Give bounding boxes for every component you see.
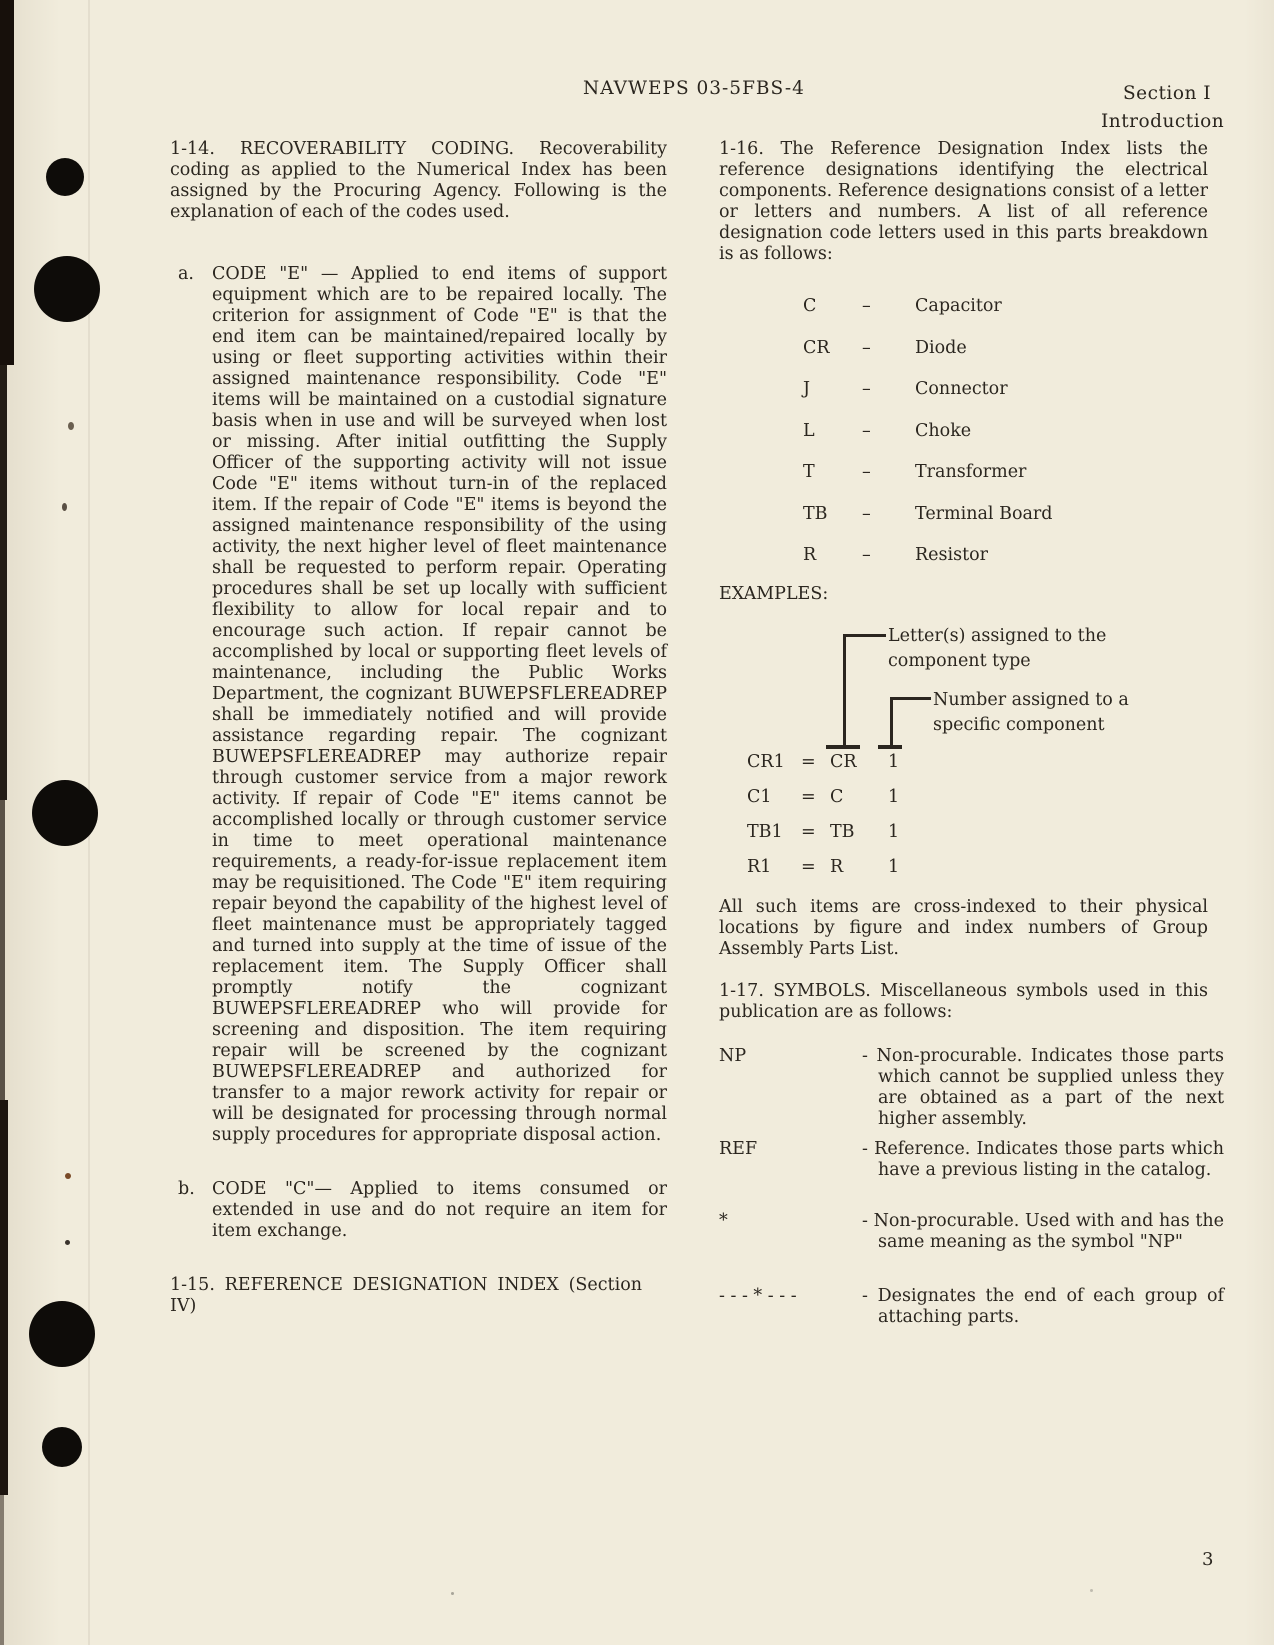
ref-letter: T bbox=[803, 462, 815, 482]
symbol-description: - Non-procurable. Indicates those parts which cannot be supplied unless they are obtained as a part of the next higher assembly. bbox=[862, 1046, 1224, 1129]
ref-name: Choke bbox=[915, 420, 972, 441]
dash-glyph: – bbox=[862, 379, 871, 399]
paragraph-cross-index: All such items are cross-indexed to their physical locations by figure and index numbers of Group Assembly Parts List. bbox=[719, 897, 1208, 959]
ref-designation-row bbox=[719, 504, 1208, 525]
symbol-description: - Reference. Indicates those parts which have a previous listing in the catalog. bbox=[862, 1139, 1224, 1180]
example-row bbox=[719, 787, 1208, 808]
paragraph-1-17: 1-17. SYMBOLS. Miscellaneous symbols used in this publication are as follows: bbox=[719, 981, 1208, 1022]
ref-letter: TB bbox=[803, 503, 828, 524]
ref-letter: L bbox=[803, 420, 815, 441]
symbol-description: - Non-procurable. Used with and has the same meaning as the symbol "NP" bbox=[862, 1211, 1224, 1252]
symbol-description: - Designates the end of each group of attaching parts. bbox=[862, 1286, 1224, 1327]
equals-glyph: = bbox=[801, 822, 816, 842]
paper-speck bbox=[451, 1592, 454, 1595]
dash-glyph: – bbox=[862, 337, 871, 358]
paper-speck bbox=[1090, 1589, 1093, 1592]
example-letters: C bbox=[830, 787, 844, 807]
example-number: 1 bbox=[888, 752, 900, 772]
item-a-text: CODE "E" — Applied to end items of support equipment which are to be repaired locally. The criterion for assignment of Code "E" is that the end item can be maintained/repaired locally by using or fleet supporting activities within their assigned maintenance responsibility. Code "E" items will be maintained on a custodial signature basis when in use and will be surveyed when lost or missing. After initial outfitting the Supply Officer of the supporting activity will not issue Code "E" items without turn-in of the replaced item. If the repair of Code "E" items is beyond the assigned maintenance responsibility of the using activity, the next higher level of fleet maintenance shall be requested to perform repair. Operating procedures shall be set up locally with sufficient flexibility to allow for local repair and to encourage such action. If repair cannot be accomplished by local or supporting fleet levels of maintenance, including the Public Works Department, the cognizant BUWEPSFLEREADREP shall be immediately notified and will provide assistance regarding repair. The cognizant BUWEPSFLEREADREP may authorize repair through customer service from a major rework activity. If repair of Code "E" items cannot be accomplished locally or through customer service in time to meet operational maintenance requirements, a ready-for-issue replacement item may be requisitioned. The Code "E" item requiring repair beyond the capability of the highest level of fleet maintenance must be appropriately tagged and turned into supply at the time of issue of the replacement item. The Supply Officer shall promptly notify the cognizant BUWEPSFLEREADREP who will provide for screening and disposition. The item requiring repair will be screened by the cognizant BUWEPSFLEREADREP and authorized for transfer to a major rework activity for repair or will be designated for processing through normal supply procedures for appropriate disposal action. bbox=[212, 264, 667, 1145]
page-edge-strip bbox=[0, 365, 7, 800]
binder-dot bbox=[46, 158, 84, 196]
example-number: 1 bbox=[888, 787, 900, 807]
ref-designation-row bbox=[719, 462, 1208, 483]
ref-designation-row bbox=[719, 379, 1208, 400]
section-subtitle: Introduction bbox=[1101, 111, 1225, 132]
page-edge-strip bbox=[0, 1495, 4, 1645]
ref-name: Resistor bbox=[915, 545, 989, 565]
symbol-entry-ref bbox=[719, 1139, 1224, 1181]
equals-glyph: = bbox=[801, 857, 816, 877]
overbar-letters bbox=[826, 745, 860, 749]
binder-dot bbox=[29, 1301, 95, 1367]
example-id: R1 bbox=[747, 857, 772, 877]
callout-line-vertical-number bbox=[890, 697, 893, 748]
ref-name: Terminal Board bbox=[915, 503, 1053, 524]
ref-designation-row bbox=[719, 296, 1208, 317]
paragraph-1-14: 1-14. RECOVERABILITY CODING. Recoverability coding as applied to the Numerical Index has been assigned by the Procuring Agency. Following is the explanation of each of the codes used. bbox=[170, 139, 667, 222]
dash-glyph: – bbox=[862, 545, 871, 565]
paper-speck bbox=[68, 422, 74, 430]
ref-name: Capacitor bbox=[915, 296, 1002, 316]
code-e-item bbox=[178, 264, 667, 1146]
binder-dot bbox=[32, 780, 98, 846]
example-number: 1 bbox=[888, 822, 900, 842]
paper-speck bbox=[65, 1240, 70, 1245]
symbol-entry-np bbox=[719, 1046, 1224, 1130]
symbol-entry-asterisk bbox=[719, 1211, 1224, 1253]
ref-letter: C bbox=[803, 296, 817, 316]
example-rows bbox=[719, 752, 1208, 892]
page-edge-strip bbox=[0, 800, 5, 1100]
example-letters: R bbox=[830, 857, 844, 877]
binder-dot bbox=[42, 1427, 82, 1467]
page-number: 3 bbox=[1202, 1549, 1214, 1570]
example-letters: TB bbox=[830, 822, 855, 842]
ref-designation-row bbox=[719, 421, 1208, 442]
equals-glyph: = bbox=[801, 752, 816, 772]
symbol-code: - - - * - - - bbox=[719, 1286, 797, 1306]
ref-letter: R bbox=[803, 545, 817, 565]
document-number: NAVWEPS 03-5FBS-4 bbox=[583, 78, 805, 99]
symbol-code: * bbox=[719, 1211, 728, 1231]
ref-letter: CR bbox=[803, 337, 830, 358]
example-letters: CR bbox=[830, 752, 857, 772]
symbol-code: REF bbox=[719, 1139, 758, 1159]
paragraph-1-16: 1-16. The Reference Designation Index lists the reference designations identifying the electrical components. Reference designations consist of a letter or letters and numbers. A list of all reference designation code letters used in this parts breakdown is as follows: bbox=[719, 139, 1208, 264]
example-number: 1 bbox=[888, 857, 900, 877]
example-row bbox=[719, 857, 1208, 878]
example-id: C1 bbox=[747, 787, 772, 807]
section-label: Section I bbox=[1123, 83, 1212, 104]
page-edge-strip bbox=[0, 1100, 8, 1495]
ref-letter: J bbox=[803, 379, 811, 399]
code-c-item bbox=[178, 1179, 667, 1242]
item-a-marker: a. bbox=[178, 264, 194, 284]
ref-name: Diode bbox=[915, 337, 967, 358]
overbar-number bbox=[878, 745, 902, 749]
paragraph-1-15: 1-15. REFERENCE DESIGNATION INDEX (Section IV) bbox=[170, 1275, 642, 1316]
dash-glyph: – bbox=[862, 296, 871, 316]
callout-letters-label: Letter(s) assigned to the component type bbox=[888, 626, 1107, 671]
example-id: TB1 bbox=[747, 822, 783, 842]
item-b-text: CODE "C"— Applied to items consumed or extended in use and do not require an item for item exchange. bbox=[212, 1179, 667, 1241]
ref-name: Connector bbox=[915, 379, 1008, 399]
ref-designation-row bbox=[719, 545, 1208, 566]
callout-number-label: Number assigned to a specific component bbox=[933, 690, 1129, 735]
paper-speck bbox=[65, 1173, 71, 1179]
example-row bbox=[719, 752, 1208, 773]
example-id: CR1 bbox=[747, 752, 785, 772]
dash-glyph: – bbox=[862, 462, 871, 482]
ref-designation-list bbox=[719, 296, 1208, 587]
binder-dot bbox=[34, 256, 100, 322]
dash-glyph: – bbox=[862, 420, 871, 441]
symbol-entry-group-end bbox=[719, 1286, 1224, 1328]
callout-line-horizontal-letters bbox=[843, 634, 886, 637]
examples-label: EXAMPLES: bbox=[719, 584, 829, 604]
callout-line-horizontal-number bbox=[890, 697, 931, 700]
ref-name: Transformer bbox=[915, 462, 1027, 482]
callout-line-vertical-letters bbox=[843, 634, 846, 748]
symbol-code: NP bbox=[719, 1046, 747, 1066]
page-edge-strip bbox=[0, 0, 14, 365]
item-b-marker: b. bbox=[178, 1179, 195, 1199]
ref-designation-row bbox=[719, 338, 1208, 359]
example-row bbox=[719, 822, 1208, 843]
dash-glyph: – bbox=[862, 503, 871, 524]
equals-glyph: = bbox=[801, 787, 816, 807]
paper-speck bbox=[62, 503, 67, 511]
